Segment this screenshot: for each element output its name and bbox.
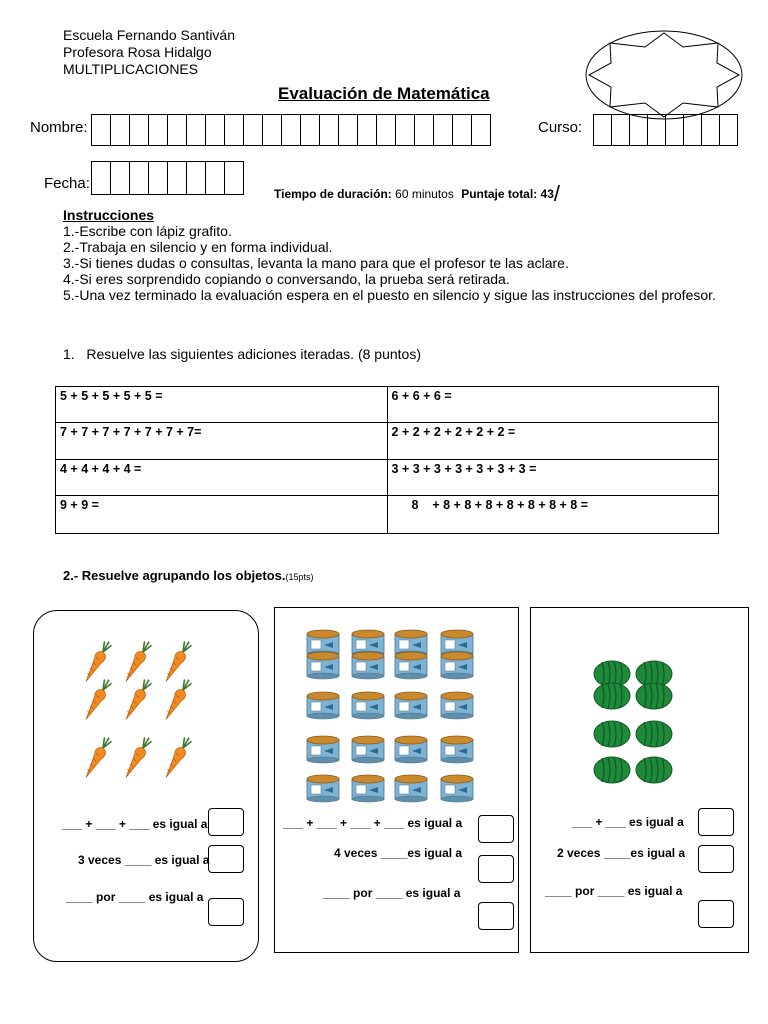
char-box[interactable] <box>168 162 187 194</box>
header-block <box>63 27 235 78</box>
char-box[interactable] <box>702 115 720 145</box>
table-row <box>56 387 719 423</box>
char-box[interactable] <box>92 115 111 145</box>
instruction-item: 1.-Escribe con lápiz grafito. <box>63 223 232 239</box>
char-box[interactable] <box>594 115 612 145</box>
char-box[interactable] <box>206 162 225 194</box>
carrot-icon <box>122 735 154 780</box>
question-1-text: Resuelve las siguientes adiciones iteradas. (8 puntos) <box>86 346 421 362</box>
char-box[interactable] <box>339 115 358 145</box>
card-2-por-line: ____ por ____ es igual a <box>323 886 461 900</box>
char-box[interactable] <box>612 115 630 145</box>
carrot-icon <box>122 677 154 722</box>
question-2-points: (15pts) <box>285 572 314 582</box>
table-row <box>56 460 719 496</box>
nombre-field[interactable] <box>91 114 491 146</box>
card-1-sum-line: ___ + ___ + ___ es igual a <box>62 817 208 831</box>
instruction-item: 3.-Si tienes dudas o consultas, levanta la mano para que el profesor te las aclare. <box>63 255 569 271</box>
question-2 <box>63 568 314 583</box>
teacher-name: Profesora Rosa Hidalgo <box>63 44 212 60</box>
table-cell[interactable]: 8 + 8 + 8 + 8 + 8 + 8 + 8 + 8 = <box>387 496 719 534</box>
tuna-can-icon <box>352 775 384 802</box>
school-name: Escuela Fernando Santiván <box>63 27 235 43</box>
carrot-icon <box>162 677 194 722</box>
char-box[interactable] <box>301 115 320 145</box>
instructions <box>63 207 723 303</box>
tiempo-label: Tiempo de duración: <box>274 187 392 201</box>
char-box[interactable] <box>130 162 149 194</box>
fecha-label: Fecha: <box>44 175 90 192</box>
card-3-por-answer-box[interactable] <box>698 900 734 928</box>
char-box[interactable] <box>149 115 168 145</box>
addition-table <box>55 386 719 534</box>
carrot-icon <box>82 639 114 684</box>
char-box[interactable] <box>225 115 244 145</box>
card-1-por-answer-box[interactable] <box>208 898 244 926</box>
char-box[interactable] <box>282 115 301 145</box>
tuna-can-icon <box>307 652 339 679</box>
page-title: Evaluación de Matemática <box>278 84 490 103</box>
char-box[interactable] <box>225 162 243 194</box>
tuna-can-icon <box>352 692 384 719</box>
tuna-can-group <box>274 630 514 810</box>
card-2-sum-answer-box[interactable] <box>478 815 514 843</box>
char-box[interactable] <box>434 115 453 145</box>
char-box[interactable] <box>396 115 415 145</box>
curso-field[interactable] <box>593 114 738 146</box>
card-1-times-line: 3 veces ____ es igual a <box>78 853 210 867</box>
puntaje-label: Puntaje total: 43 <box>461 187 554 201</box>
subject-name: MULTIPLICACIONES <box>63 61 199 77</box>
tuna-can-icon <box>352 736 384 763</box>
carrot-icon <box>162 735 194 780</box>
tuna-can-icon <box>307 692 339 719</box>
char-box[interactable] <box>149 162 168 194</box>
char-box[interactable] <box>648 115 666 145</box>
tuna-can-icon <box>441 692 473 719</box>
table-row <box>56 496 719 534</box>
instruction-item: 5.-Una vez terminado la evaluación espera en el puesto en silencio y sigue las instrucciones del profesor. <box>63 287 716 303</box>
watermelon-icon <box>594 683 630 709</box>
card-2-sum-line: ___ + ___ + ___ + ___ es igual a <box>283 816 463 830</box>
char-box[interactable] <box>415 115 434 145</box>
carrot-icon <box>162 639 194 684</box>
duration-and-score <box>274 178 560 204</box>
watermelon-icon <box>594 721 630 747</box>
fecha-field[interactable] <box>91 161 244 195</box>
tuna-can-icon <box>441 652 473 679</box>
card-3-por-line: ____ por ____ es igual a <box>545 884 683 898</box>
tuna-can-icon <box>395 736 427 763</box>
tuna-can-icon <box>307 736 339 763</box>
watermelon-icon <box>594 757 630 783</box>
char-box[interactable] <box>684 115 702 145</box>
carrot-icon <box>82 735 114 780</box>
watermelon-icon <box>636 683 672 709</box>
instruction-item: 2.-Trabaja en silencio y en forma individual. <box>63 239 333 255</box>
table-cell[interactable]: 9 + 9 = <box>56 496 388 534</box>
watermelon-icon <box>636 757 672 783</box>
char-box[interactable] <box>377 115 396 145</box>
star-logo <box>584 30 744 120</box>
card-3-times-answer-box[interactable] <box>698 845 734 873</box>
puntaje-slash: / <box>553 181 560 206</box>
char-box[interactable] <box>244 115 263 145</box>
table-cell[interactable]: 4 + 4 + 4 + 4 = <box>56 460 388 496</box>
table-cell[interactable]: 2 + 2 + 2 + 2 + 2 + 2 = <box>387 423 719 460</box>
card-3-sum-line: ___ + ___ es igual a <box>572 815 684 829</box>
card-2-por-answer-box[interactable] <box>478 902 514 930</box>
char-box[interactable] <box>187 115 206 145</box>
nombre-label: Nombre: <box>30 119 88 136</box>
table-row <box>56 423 719 460</box>
tuna-can-icon <box>441 736 473 763</box>
carrot-group <box>33 640 259 800</box>
card-1-por-line: ____ por ____ es igual a <box>66 890 204 904</box>
table-cell[interactable]: 3 + 3 + 3 + 3 + 3 + 3 + 3 = <box>387 460 719 496</box>
char-box[interactable] <box>453 115 472 145</box>
char-box[interactable] <box>358 115 377 145</box>
card-1-sum-answer-box[interactable] <box>208 808 244 836</box>
char-box[interactable] <box>111 162 130 194</box>
char-box[interactable] <box>263 115 282 145</box>
card-2-times-answer-box[interactable] <box>478 855 514 883</box>
instructions-heading: Instrucciones <box>63 207 155 223</box>
char-box[interactable] <box>666 115 684 145</box>
char-box[interactable] <box>630 115 648 145</box>
card-1-times-answer-box[interactable] <box>208 845 244 873</box>
carrot-icon <box>82 677 114 722</box>
tuna-can-icon <box>441 775 473 802</box>
table-cell[interactable]: 5 + 5 + 5 + 5 + 5 = <box>56 387 388 423</box>
tuna-can-icon <box>395 775 427 802</box>
char-box[interactable] <box>472 115 490 145</box>
watermelon-group <box>530 660 749 800</box>
watermelon-icon <box>636 721 672 747</box>
tiempo-value: 60 minutos <box>395 187 454 201</box>
curso-label: Curso: <box>538 119 583 136</box>
question-1 <box>63 346 421 362</box>
table-cell[interactable]: 6 + 6 + 6 = <box>387 387 719 423</box>
char-box[interactable] <box>130 115 149 145</box>
char-box[interactable] <box>187 162 206 194</box>
char-box[interactable] <box>168 115 187 145</box>
card-3-sum-answer-box[interactable] <box>698 808 734 836</box>
tuna-can-icon <box>395 692 427 719</box>
card-3-times-line: 2 veces ____es igual a <box>557 846 686 860</box>
char-box[interactable] <box>320 115 339 145</box>
tuna-can-icon <box>395 652 427 679</box>
char-box[interactable] <box>720 115 737 145</box>
instruction-item: 4.-Si eres sorprendido copiando o conversando, la prueba será retirada. <box>63 271 510 287</box>
table-cell[interactable]: 7 + 7 + 7 + 7 + 7 + 7 + 7= <box>56 423 388 460</box>
char-box[interactable] <box>92 162 111 194</box>
tuna-can-icon <box>307 775 339 802</box>
tuna-can-icon <box>352 652 384 679</box>
card-2-times-line: 4 veces ____es igual a <box>334 846 463 860</box>
carrot-icon <box>122 639 154 684</box>
char-box[interactable] <box>111 115 130 145</box>
question-1-number: 1. <box>63 346 75 362</box>
question-2-text: 2.- Resuelve agrupando los objetos. <box>63 568 286 583</box>
char-box[interactable] <box>206 115 225 145</box>
